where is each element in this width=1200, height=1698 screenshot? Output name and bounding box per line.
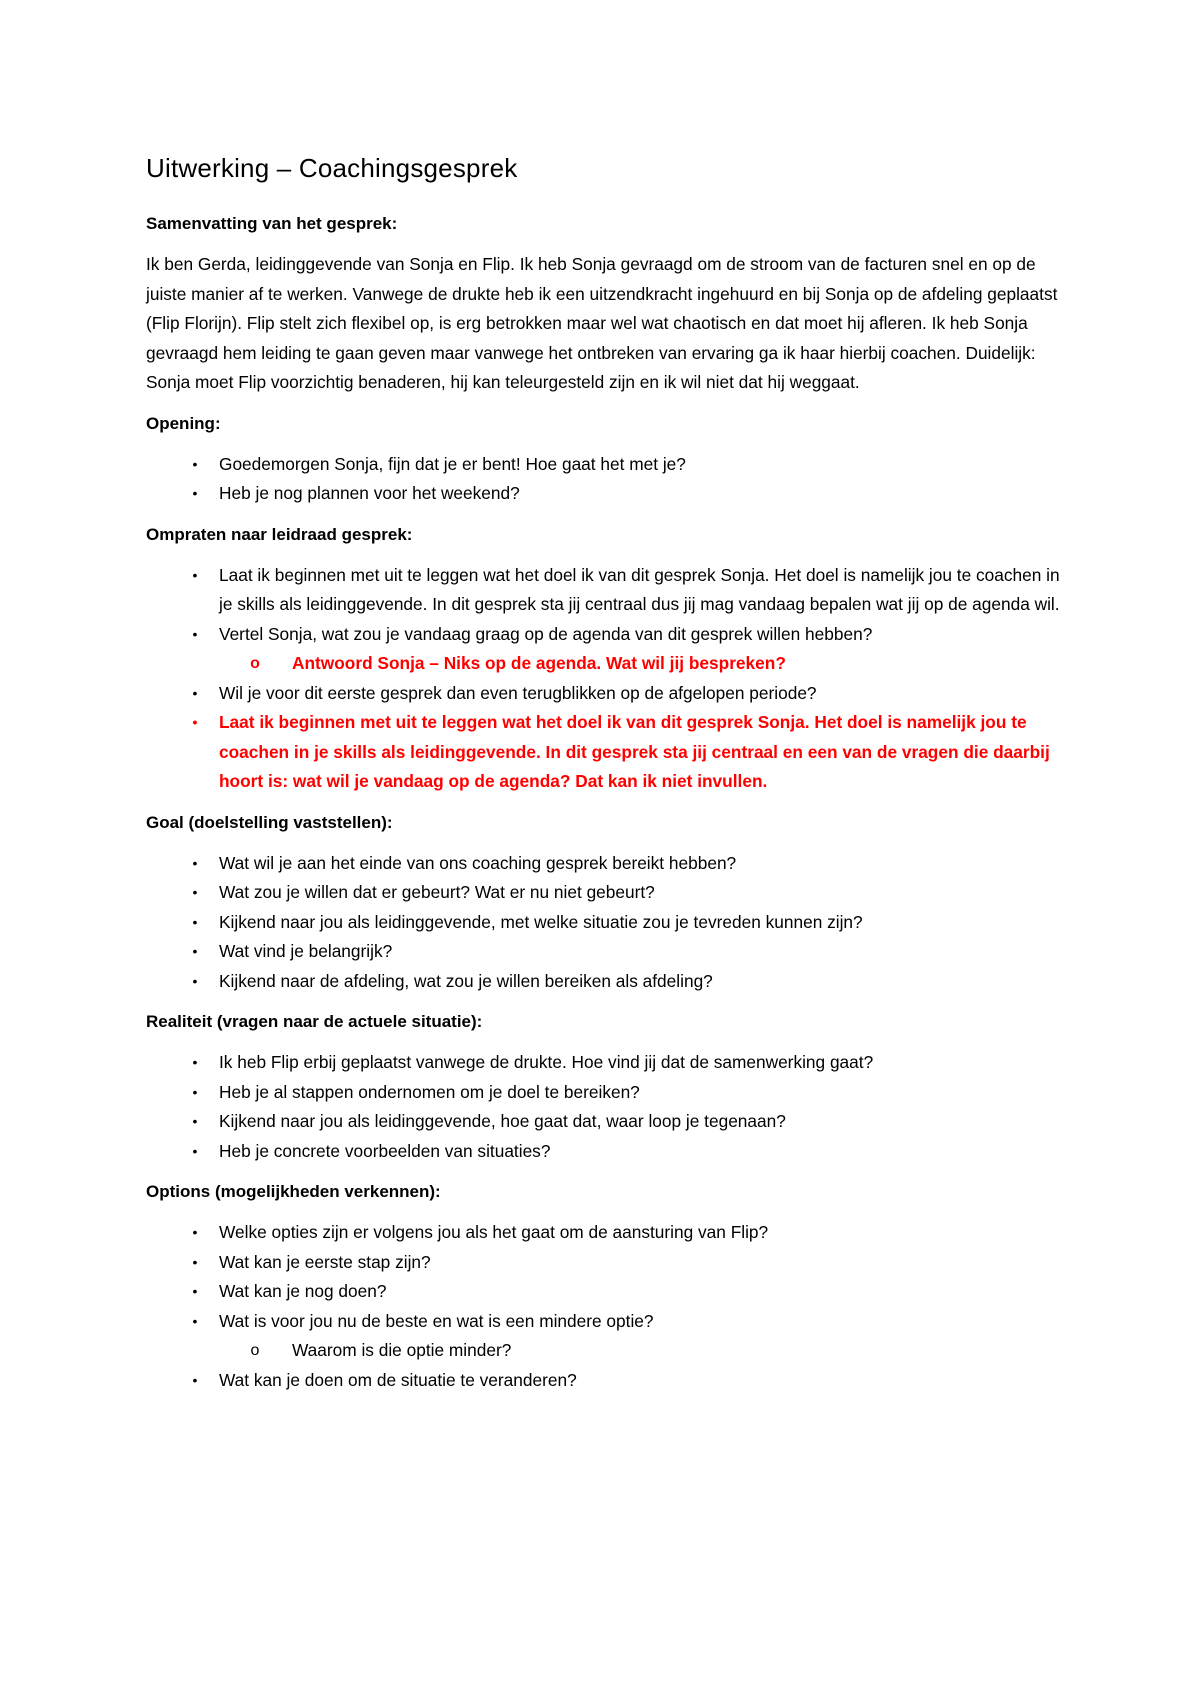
goal-heading: Goal (doelstelling vaststellen): — [146, 812, 393, 832]
bullet-icon: • — [192, 1371, 198, 1388]
bullet-icon: • — [192, 566, 198, 583]
opening-list — [146, 450, 1076, 509]
bullet-icon: • — [192, 884, 198, 900]
list-item: • Ik heb Flip erbij geplaatst vanwege de drukte. Hoe vind jij dat de samenwerking gaat? — [146, 1048, 1076, 1078]
options-heading: Options (mogelijkheden verkennen): — [146, 1182, 441, 1201]
list-item: • Kijkend naar jou als leidinggevende, hoe gaat dat, waar loop je tegenaan? — [146, 1107, 1076, 1137]
bullet-icon: • — [192, 1224, 198, 1240]
list-item: • Wat vind je belangrijk? — [146, 937, 1076, 967]
bullet-icon: • — [192, 943, 198, 959]
list-item-highlighted: • Laat ik beginnen met uit te leggen wat het doel ik van dit gesprek Sonja. Het doel is namelijk jou te coachen in je skills als leidinggevende. In dit gesprek sta jij centraal en een van de vragen die daarbij hoort is: wat wil je vandaag op de agenda? Dat kan ik niet invullen. — [146, 708, 1076, 797]
opening-heading: Opening: — [146, 413, 221, 433]
list-item: • Wat kan je nog doen? — [146, 1277, 1076, 1307]
bullet-icon: • — [192, 972, 198, 989]
list-item: • Heb je al stappen ondernomen om je doel te bereiken? — [146, 1078, 1076, 1108]
realiteit-list — [146, 1048, 1076, 1166]
list-item: • Wat wil je aan het einde van ons coaching gesprek bereikt hebben? — [146, 849, 1076, 879]
sub-list-item: o Waarom is die optie minder? — [219, 1336, 1076, 1366]
bullet-icon: • — [192, 913, 198, 930]
list-item: • Kijkend naar jou als leidinggevende, met welke situatie zou je tevreden kunnen zijn? — [146, 908, 1076, 938]
list-item: • Laat ik beginnen met uit te leggen wat het doel ik van dit gesprek Sonja. Het doel is namelijk jou te coachen in je skills als leidinggevende. In dit gesprek sta jij centraal dus jij mag vandaag bepalen wat jij op de agenda wil. — [146, 561, 1076, 620]
realiteit-heading: Realiteit (vragen naar de actuele situatie): — [146, 1012, 483, 1031]
bullet-icon: • — [192, 714, 198, 730]
list-item: • Kijkend naar de afdeling, wat zou je willen bereiken als afdeling? — [146, 967, 1076, 997]
list-item: • Heb je nog plannen voor het weekend? — [146, 479, 1076, 509]
sub-list — [219, 1336, 1076, 1366]
document-title: Uitwerking – Coachingsgesprek — [146, 153, 518, 183]
list-item: • Wat is voor jou nu de beste en wat is een mindere optie? o Waarom is die optie minder? — [146, 1307, 1076, 1366]
sub-bullet-icon: o — [250, 655, 260, 672]
list-item: • Wat kan je doen om de situatie te veranderen? — [146, 1366, 1076, 1396]
bullet-icon: • — [192, 455, 198, 472]
list-item: • Wil je voor dit eerste gesprek dan even terugblikken op de afgelopen periode? — [146, 679, 1076, 709]
summary-text: Ik ben Gerda, leidinggevende van Sonja en Flip. Ik heb Sonja gevraagd om de stroom van de facturen snel en op de juiste manier af te werken. Vanwege de drukte heb ik een uitzendkracht ingehuurd en bij Sonja op de afdeling geplaatst (Flip Florijn). Flip stelt zich flexibel op, is erg betrokken maar wel wat chaotisch en dat moet hij afleren. Ik heb Sonja gevraagd hem leiding te gaan geven maar vanwege het ontbreken van ervaring ga ik haar hierbij coachen. Duidelijk: Sonja moet Flip voorzichtig benaderen, hij kan teleurgesteld zijn en ik wil niet dat hij weggaat. — [146, 254, 1058, 392]
list-item: • Heb je concrete voorbeelden van situaties? — [146, 1137, 1076, 1167]
bullet-icon: • — [192, 1083, 198, 1100]
bullet-icon: • — [192, 485, 198, 501]
sub-bullet-icon: o — [250, 1342, 260, 1359]
ompraten-heading: Ompraten naar leidraad gesprek: — [146, 524, 413, 544]
document-page — [146, 148, 1076, 1409]
sub-list-item-answer: o Antwoord Sonja – Niks op de agenda. Wat wil jij bespreken? — [219, 649, 1076, 679]
bullet-icon: • — [192, 625, 198, 642]
bullet-icon: • — [192, 1142, 198, 1159]
bullet-icon: • — [192, 684, 198, 701]
ompraten-list — [146, 561, 1076, 797]
summary-heading: Samenvatting van het gesprek: — [146, 214, 398, 233]
bullet-icon: • — [192, 854, 198, 871]
list-item: • Vertel Sonja, wat zou je vandaag graag op de agenda van dit gesprek willen hebben? o Antwoord Sonja – Niks op de agenda. Wat wil jij bespreken? — [146, 620, 1076, 679]
list-item: • Wat kan je eerste stap zijn? — [146, 1248, 1076, 1278]
bullet-icon: • — [192, 1283, 198, 1299]
bullet-icon: • — [192, 1054, 198, 1070]
bullet-icon: • — [192, 1312, 198, 1329]
bullet-icon: • — [192, 1253, 198, 1270]
sub-list — [219, 649, 1076, 679]
list-item: • Welke opties zijn er volgens jou als het gaat om de aansturing van Flip? — [146, 1218, 1076, 1248]
list-item: • Wat zou je willen dat er gebeurt? Wat er nu niet gebeurt? — [146, 878, 1076, 908]
goal-list — [146, 849, 1076, 997]
list-item: • Goedemorgen Sonja, fijn dat je er bent! Hoe gaat het met je? — [146, 450, 1076, 480]
bullet-icon: • — [192, 1113, 198, 1129]
options-list — [146, 1218, 1076, 1395]
